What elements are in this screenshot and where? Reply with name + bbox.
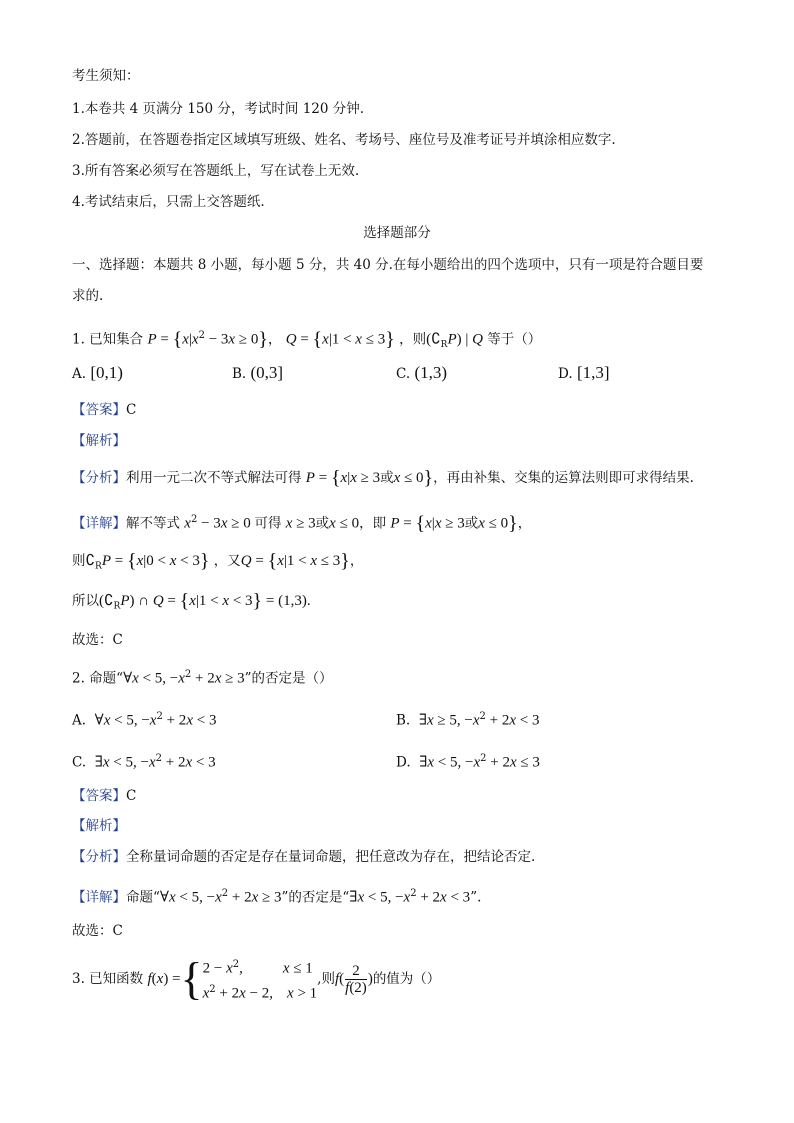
notice-item-4: 4.考试结束后，只需上交答题纸. [72,194,265,210]
section-intro-line2: 求的. [72,288,104,304]
notice-title: 考生须知： [72,68,140,84]
section-intro-line1: 一、选择题：本题共 8 小题，每小题 5 分，共 40 分.在每小题给出的四个选项中，只有一项是符合题目要 [72,257,704,273]
notice-item-3: 3.所有答案必须写在答题纸上，写在试卷上无效. [72,163,360,179]
notice-item-2: 2.答题前，在答题卷指定区域填写班级、姓名、考场号、座位号及准考证号并填涂相应数字. [72,132,616,148]
q1-option-c: C. (1,3) [396,363,448,382]
q1-option-d: D. [1,3] [558,363,610,382]
q2-detail: 【详解】命题“∀x < 5, $-x^2 + 2x \ge 3$”的否定是“∃x < 5, $-x^2 + 2x < 3$”. [72,888,482,906]
q1-choice: 故选：C [72,632,123,648]
section-title: 选择题部分 [363,225,431,241]
q1-stem: 1. 已知集合 $P = \{x|x^2 - 3x \ge 0\}$， Q = {x|1 < x ≤ 3} ，则$(∁_RP)$ | Q 等于（） [72,328,542,351]
q2-option-d: D. ∃x < 5, $-x^2 + 2x \le 3$ [396,753,540,771]
q2-option-b: B. ∃x ≥ 5, $-x^2 + 2x < 3$ [396,711,540,729]
q1-option-b: B. (0,3] [232,363,284,382]
q2-fenxi: 【分析】全称量词命题的否定是存在量词命题，把任意改为存在，把结论否定. [72,849,536,865]
q1-fenxi: 【分析】利用一元二次不等式解法可得 P = {x|x ≥ 3或x ≤ 0}，再由补集、交集的运算法则即可求得结果. [72,467,694,489]
q2-option-c: C. ∃x < 5, $-x^2 + 2x < 3$ [72,753,216,771]
q1-analysis-tag: 【解析】 [72,433,126,449]
q2-choice: 故选：C [72,923,123,939]
q1-answer: 【答案】C [72,402,137,418]
q2-answer: 【答案】C [72,788,137,804]
q2-analysis-tag: 【解析】 [72,818,126,834]
q1-then: 则$∁_RP = \{x|0 < x < 3\}$ ，又Q = {x|1 < x ≤ 3}， [72,550,364,572]
q3-stem: 3. 已知函数 f ( x ) = { $2 - x^2$, x ≤ 1 $x^2 + 2x - 2$, x > 1 ,则 f ( $\frac{2}{f(2)}$ ) 的值为（） [72,953,441,1004]
q1-detail: 【详解】解不等式 $x^2 - 3x \ge 0$ 可得 x ≥ 3或x ≤ 0，即 P = {x|x ≥ 3或x ≤ 0}， [72,512,532,535]
notice-item-1: 1.本卷共 4 页满分 150 分，考试时间 120 分钟. [72,101,365,117]
q1-option-a: A. [0,1) [72,363,123,382]
q1-so: 所以$(∁_RP)$ ∩ Q = {x|1 < x < 3} = (1,3). [72,590,311,612]
q2-option-a: A. ∀x < 5, $-x^2 + 2x < 3$ [72,711,217,729]
q2-stem: 2. 命题“∀x < 5, $-x^2 + 2x \ge 3$”的否定是（） [72,669,333,687]
